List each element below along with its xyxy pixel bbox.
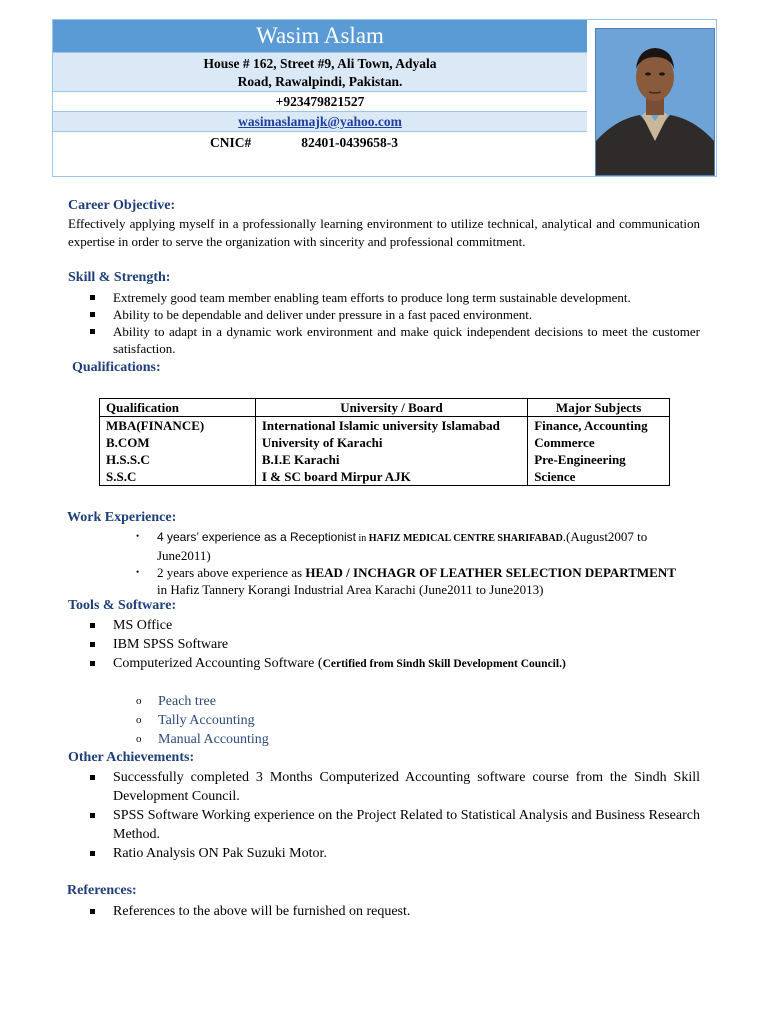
list-item: Ratio Analysis ON Pak Suzuki Motor.: [68, 844, 700, 863]
sub-item-label: Peach tree: [158, 694, 216, 709]
work-1-tail: .(August2007 to June2011): [157, 529, 648, 563]
computerized-label: Computerized Accounting Software (: [113, 656, 323, 671]
list-item: Successfully completed 3 Months Computerized Accounting software course from the Sindh Skill Development Council.: [68, 768, 700, 806]
references-heading: References:: [67, 883, 137, 898]
table-cell: University of Karachi: [255, 434, 527, 451]
contact-info: [53, 20, 587, 176]
skills-heading: Skill & Strength:: [68, 270, 171, 285]
work-2-lead: 2 years above experience as: [157, 565, 306, 580]
list-item: [136, 528, 696, 564]
phone-number: +923479821527: [53, 92, 587, 112]
sub-item-label: Tally Accounting: [158, 713, 255, 728]
table-row: [100, 451, 670, 468]
list-item: References to the above will be furnished on request.: [68, 902, 700, 921]
career-objective-heading: Career Objective:: [68, 198, 176, 213]
address-line-2: Road, Rawalpindi, Pakistan.: [237, 73, 403, 89]
table-header-row: [100, 399, 670, 417]
work-1-in: in: [356, 533, 369, 544]
circle-bullet-icon: o: [136, 733, 142, 745]
table-cell: Pre-Engineering: [528, 451, 670, 468]
work-2-tail: in Hafiz Tannery Korangi Industrial Area Karachi (June2011 to June2013): [157, 582, 544, 597]
applicant-name: Wasim Aslam: [53, 20, 587, 53]
table-cell: Science: [528, 468, 670, 486]
work-1-lead: 4 years’ experience as a Receptionist: [157, 530, 356, 544]
list-item: IBM SPSS Software: [68, 635, 708, 654]
accounting-tools-list: [136, 692, 269, 749]
table-cell: S.S.C: [100, 468, 256, 486]
list-item: [68, 654, 708, 674]
email-row: [53, 112, 587, 132]
tools-heading: Tools & Software:: [68, 598, 177, 613]
table-cell: Finance, Accounting: [528, 417, 670, 435]
email-link[interactable]: wasimaslamajk@yahoo.com: [238, 114, 402, 129]
table-cell: H.S.S.C: [100, 451, 256, 468]
work-experience-list: [136, 528, 696, 598]
list-item: [136, 564, 696, 598]
circle-bullet-icon: o: [136, 695, 142, 707]
table-cell: I & SC board Mirpur AJK: [255, 468, 527, 486]
cnic-label: CNIC#: [210, 135, 252, 150]
work-experience-heading: Work Experience:: [67, 510, 177, 525]
address-line-1: House # 162, Street #9, Ali Town, Adyala: [203, 56, 437, 71]
achievements-heading: Other Achievements:: [68, 750, 195, 765]
list-item: Extremely good team member enabling team efforts to produce long term sustainable development.: [68, 289, 700, 306]
list-item: [136, 730, 269, 749]
table-cell: MBA(FINANCE): [100, 417, 256, 435]
work-2-role: HEAD / INCHAGR OF LEATHER SELECTION DEPARTMENT: [305, 565, 676, 580]
table-row: [100, 417, 670, 435]
table-cell: B.I.E Karachi: [255, 451, 527, 468]
table-cell: B.COM: [100, 434, 256, 451]
list-item: SPSS Software Working experience on the Project Related to Statistical Analysis and Business Research Method.: [68, 806, 700, 844]
skills-list: [68, 289, 700, 357]
cnic-value: 82401-0439658-3: [301, 135, 399, 150]
cnic-row: [53, 132, 587, 177]
list-item: MS Office: [68, 616, 708, 635]
list-item: Ability to adapt in a dynamic work environment and make quick independent decisions to meet the customer satisfaction.: [68, 323, 700, 357]
table-row: [100, 434, 670, 451]
table-cell: International Islamic university Islamabad: [255, 417, 527, 435]
contact-header: [52, 19, 717, 177]
column-header: Major Subjects: [528, 399, 670, 417]
table-cell: Commerce: [528, 434, 670, 451]
sub-item-label: Manual Accounting: [158, 732, 269, 747]
list-item: [136, 711, 269, 730]
circle-bullet-icon: o: [136, 714, 142, 726]
list-item: Ability to be dependable and deliver under pressure in a fast paced environment.: [68, 306, 700, 323]
profile-photo-image: [596, 29, 714, 175]
list-item: [136, 692, 269, 711]
tools-list: [68, 616, 708, 674]
achievements-list: [68, 768, 700, 863]
references-list: [68, 902, 700, 921]
column-header: Qualification: [100, 399, 256, 417]
profile-photo: [595, 28, 715, 176]
column-header: University / Board: [255, 399, 527, 417]
certified-note: Certified from Sindh Skill Development Council.): [322, 658, 566, 670]
table-row: [100, 468, 670, 486]
work-1-org: HAFIZ MEDICAL CENTRE SHARIFABAD: [368, 533, 563, 544]
career-objective-text: Effectively applying myself in a professionally learning environment to utilize technical, analytical and communication expertise in order to serve the organization with sincerity and professional commitment.: [68, 216, 700, 249]
qualifications-heading: Qualifications:: [72, 360, 161, 375]
qualifications-table: [99, 398, 670, 486]
address: [53, 53, 587, 92]
